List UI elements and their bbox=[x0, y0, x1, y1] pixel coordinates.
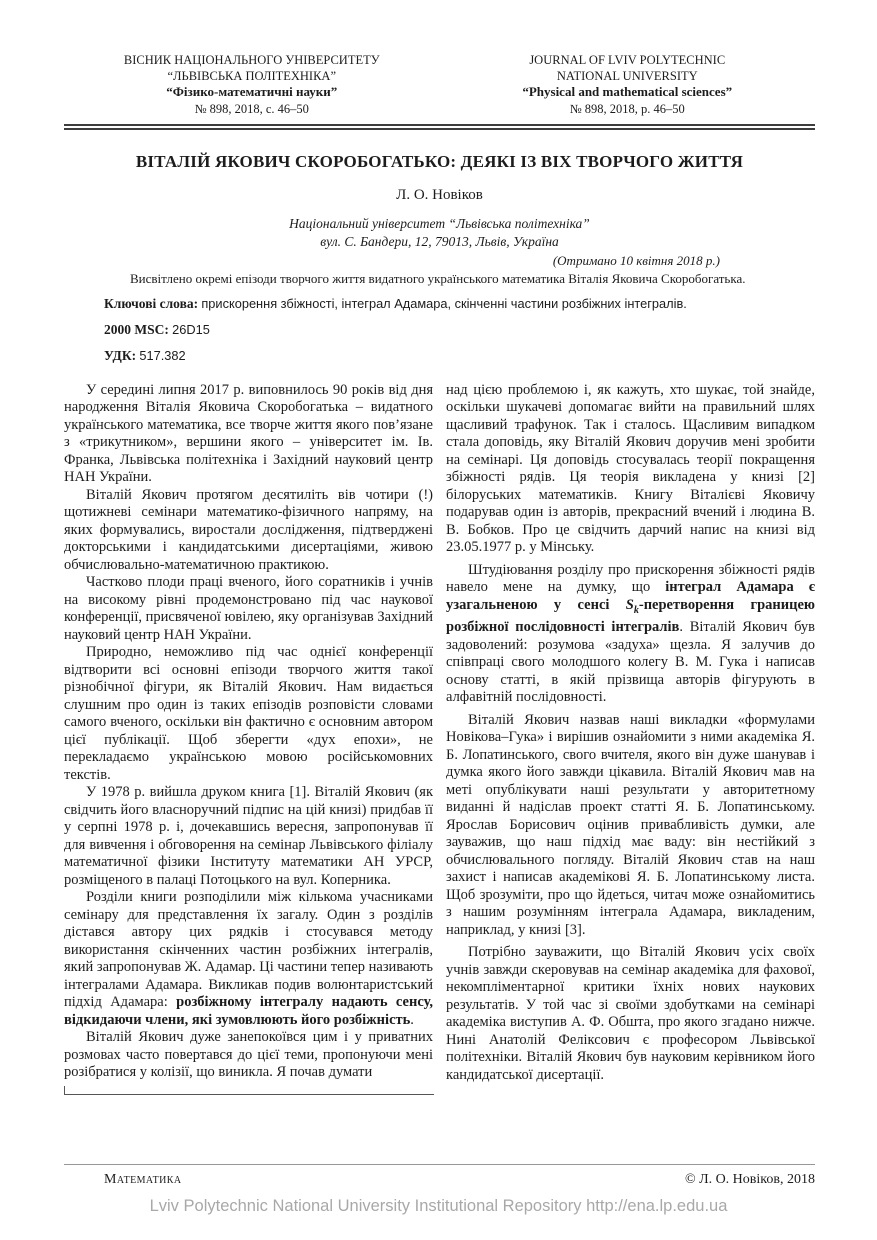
page-content bbox=[64, 0, 815, 1095]
paragraph-text: . Віталій Якович був задоволений: розумова «задуха» щезла. Я залучив до співпраці свого молодшого колегу В. М. Гука і написав основу статті, в якій прізвища авторів фігурують в алфавітній послідовності. bbox=[446, 619, 815, 706]
keywords-row bbox=[104, 294, 815, 313]
journal-name-line: JOURNAL OF LVIV POLYTECHNIC bbox=[529, 53, 726, 67]
abstract-text: Висвітлено окремі епізоди творчого життя видатного українського математика Віталія Яковича Скоробогатька. bbox=[130, 270, 746, 286]
paragraph: Віталій Якович назвав наші викладки «формулами Новікова–Гука» і вирішив ознайомити з ними академіка Я. Б. Лопатинського, свого вчителя, якого він дуже шанував і думка якого його завжди цікавила. Віталій Якович мав на меті опублікувати наші результати у авторитетному виданні й надіслав проект статті Я. Б. Лопатинському. Ярослав Борисович оцінив привабливість думки, але зауважив, що наш підхід має ваду: він нестійкий з обчислювального погляду. Віталій Якович став на наш захист і написав академікові Я. Б. Лопатинському листа. Щоб зрозуміти, про що йдеться, читач може ознайомитись з нашим розумінням інтеграла Адамара, викладеним, наприклад, у книзі [3]. bbox=[446, 711, 815, 938]
paragraph: Частково плоди праці вченого, його соратників і учнів на високому рівні продемонстровано під час наукової конференції, присвяченої ювілею, яку організував Західний науковий центр НАН України. bbox=[64, 574, 433, 643]
paragraph: над цією проблемою і, як кажуть, хто шукає, той знайде, оскільки шукачеві допомагає вийти на правильний шлях щасливий трафунок. Так і сталось. Щасливим випадком стала доповідь, яку Віталій Якович доручив мені зробити на семінарі. Ця доповідь стосувалась теорії покращення збіжності рядів. Ця теорія викладена у книзі [2] білоруських математиків. Книгу Віталієві Яковичу подарував один із авторів, прекрасний вчений і людина В. В. Бобков. Про це свідчить дарчий напис на книзі від 23.05.1977 р. у Мінську. bbox=[446, 381, 815, 556]
keywords-label: Ключові слова: bbox=[104, 295, 199, 311]
page-footer bbox=[64, 1164, 815, 1188]
math-symbol: S bbox=[625, 596, 634, 613]
journal-header-ukrainian bbox=[64, 52, 440, 117]
msc-label: 2000 MSC: bbox=[104, 321, 169, 337]
paragraph: У середині липня 2017 р. виповнилось 90 років від дня народження Віталія Яковича Скоробогатька – видатного українського математика, все творче життя якого пов’язане з «трикутником», вершини якого – університет ім. Ів. Франка, Львівська політехніка і Західний науковий центр НАН України. bbox=[64, 381, 433, 486]
column-end-rule bbox=[64, 1086, 434, 1095]
copyright-notice: © Л. О. Новіков, 2018 bbox=[684, 1172, 815, 1187]
emphasized-text: розбіжному інтегралу надають сенсу, відкидаючи члени, які зумовлюють його розбіжність bbox=[64, 994, 433, 1028]
author-name: Л. О. Новіков bbox=[396, 186, 483, 203]
paragraph-text: Розділи книги розподілили між кількома учасниками семінару для представлення їх загалу. Один з розділів дістався автору цих рядків і стосувався методу використання скінченних частин розбіжних інтегралів, який запропонував Ж. Адамар. Ці частини тепер називають інтегралами Адамара. Викликав подив волюнтаристський підхід Адамара: bbox=[64, 889, 433, 1011]
paragraph: Потрібно зауважити, що Віталій Якович усіх своїх учнів завжди скеровував на семінар академіка для фахової, некомпліментарної критики їхніх нових наукових результатів. У той час зі своїми здобутками на семінарі академіка виступив А. Ф. Обшта, про якого згадано нижче. Нині Анатолій Феліксович є професором Львівської політехніки. Віталій Якович був науковим керівником його кандидатської дисертації. bbox=[446, 944, 815, 1083]
keywords-value: прискорення збіжності, інтеграл Адамара, скінченні частини розбіжних інтегралів. bbox=[201, 295, 687, 311]
paragraph: Віталій Якович дуже занепокоївся цим і у приватних розмовах часто повертався до цієї теми, пропонуючи мені розібратися у колізії, що виникла. Я почав думати bbox=[64, 1029, 433, 1081]
udc-value: 517.382 bbox=[139, 347, 186, 363]
affiliation-line: вул. С. Бандери, 12, 79013, Львів, Україна bbox=[320, 233, 559, 249]
journal-name-line: “ЛЬВІВСЬКА ПОЛІТЕХНІКА” bbox=[167, 69, 337, 84]
journal-issue: № 898, 2018, с. 46–50 bbox=[194, 101, 309, 116]
emphasized-text: інтеграл Адамара є узагальненою у сенсі bbox=[446, 579, 815, 613]
section-label: Математика bbox=[104, 1172, 182, 1187]
journal-name-line: ВІСНИК НАЦІОНАЛЬНОГО УНІВЕРСИТЕТУ bbox=[123, 53, 380, 67]
journal-name-line: NATIONAL UNIVERSITY bbox=[556, 69, 698, 84]
journal-series: “Фізико-математичні науки” bbox=[166, 84, 338, 100]
math-subscript: k bbox=[633, 604, 639, 616]
journal-header-english bbox=[440, 52, 816, 117]
affiliation bbox=[64, 215, 815, 251]
journal-header bbox=[64, 0, 815, 117]
udc-row bbox=[104, 346, 815, 365]
math-variable bbox=[625, 596, 639, 616]
udc-label: УДК: bbox=[104, 347, 137, 363]
paragraph: У 1978 р. вийшла друком книга [1]. Віталій Якович (як свідчить його власноручний підпис на цій книзі) придбав її у серпні 1978 р. і, дочекавшись вересня, запропонував її для вивчення і обговорення на семінар Львівського філіалу математичної фізики Інституту математики АН УРСР, розміщеного в палаці Потоцького на вул. Коперника. bbox=[64, 784, 433, 888]
paragraph: Віталій Якович протягом десятиліть вів чотири (!) щотижневі семінари математико-фізичного напряму, на яких формувались, виростали дослідження, підтверджені докторськими і кандидатськими дисертаціями, живою обчислювально-математичною практикою. bbox=[64, 486, 433, 573]
paragraph-text: . bbox=[410, 1011, 414, 1028]
paragraph: Природно, неможливо під час однієї конференції відтворити всі основні епізоди творчого життя такої різнобічної фігури, як Віталій Якович. Нам видається слушним про один із таких епізодів розповісти словами самого вченого, оскільки він фактично є основним автором цієї публікації. Щоб зберегти «дух епохи», не перекладаємо українською мовою російськомовних текстів. bbox=[64, 644, 433, 783]
header-divider-rule bbox=[64, 124, 815, 130]
paragraph-text: Штудіювання розділу про прискорення збіжності рядів навело мене на думку, що bbox=[446, 561, 815, 596]
article-body bbox=[64, 382, 815, 1095]
left-column bbox=[64, 382, 433, 1095]
paragraph bbox=[64, 889, 433, 1029]
msc-value: 26D15 bbox=[172, 321, 210, 337]
article-title: ВІТАЛІЙ ЯКОВИЧ СКОРОБОГАТЬКО: ДЕЯКІ ІЗ ВІХ ТВОРЧОГО ЖИТТЯ bbox=[135, 151, 744, 171]
msc-row bbox=[104, 320, 815, 339]
repository-watermark: Lviv Polytechnic National University Institutional Repository http://ena.lp.edu.ua bbox=[149, 1197, 728, 1215]
paragraph bbox=[446, 562, 815, 707]
affiliation-line: Національний університет “Львівська політехніка” bbox=[289, 215, 590, 231]
emphasized-text: -перетворення границею розбіжної послідовності інтегралів bbox=[446, 596, 815, 636]
journal-issue: № 898, 2018, p. 46–50 bbox=[569, 101, 685, 116]
journal-series: “Physical and mathematical sciences” bbox=[522, 84, 733, 100]
received-date: (Отримано 10 квітня 2018 р.) bbox=[552, 252, 720, 268]
right-column bbox=[446, 382, 815, 1095]
